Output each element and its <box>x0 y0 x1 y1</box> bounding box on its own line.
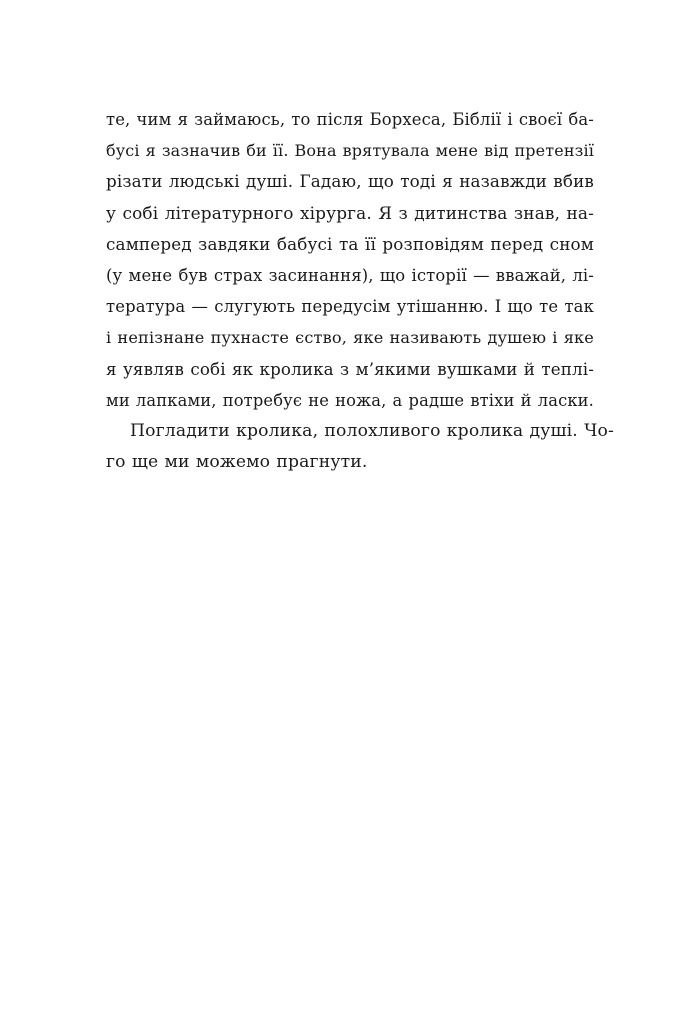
text-line: у собі літературного хірурга. Я з дитинства знав, на- <box>106 202 594 223</box>
text-line: тература — слугують передусім утішанню. І що те так <box>106 297 594 317</box>
paragraph-1 <box>106 104 594 416</box>
text-line: різати людські душі. Гадаю, що тоді я назавжди вбив <box>106 171 594 192</box>
text-line: і непізнане пухнасте єство, яке називають душею і яке <box>106 328 594 348</box>
text-line: (у мене був страх засинання), що історії — вважай, лі- <box>106 265 594 285</box>
paragraph-2 <box>106 416 614 478</box>
body-text <box>106 104 614 478</box>
text-line: я уявляв собі як кролика з м’якими вушками й теплі- <box>106 359 594 379</box>
text-line: те, чим я займаюсь, то після Борхеса, Біблії і своєї ба- <box>106 110 594 129</box>
text-line: Погладити кролика, полохливого кролика душі. Чо- <box>130 420 614 441</box>
text-line: бусі я зазначив би її. Вона врятувала мене від претензії <box>106 141 594 161</box>
text-line: ми лапками, потребує не ножа, а радше втіхи й ласки. <box>106 390 594 410</box>
text-line: го ще ми можемо прагнути. <box>106 452 368 473</box>
text-line: самперед завдяки бабусі та її розповідям перед сном <box>106 233 594 254</box>
